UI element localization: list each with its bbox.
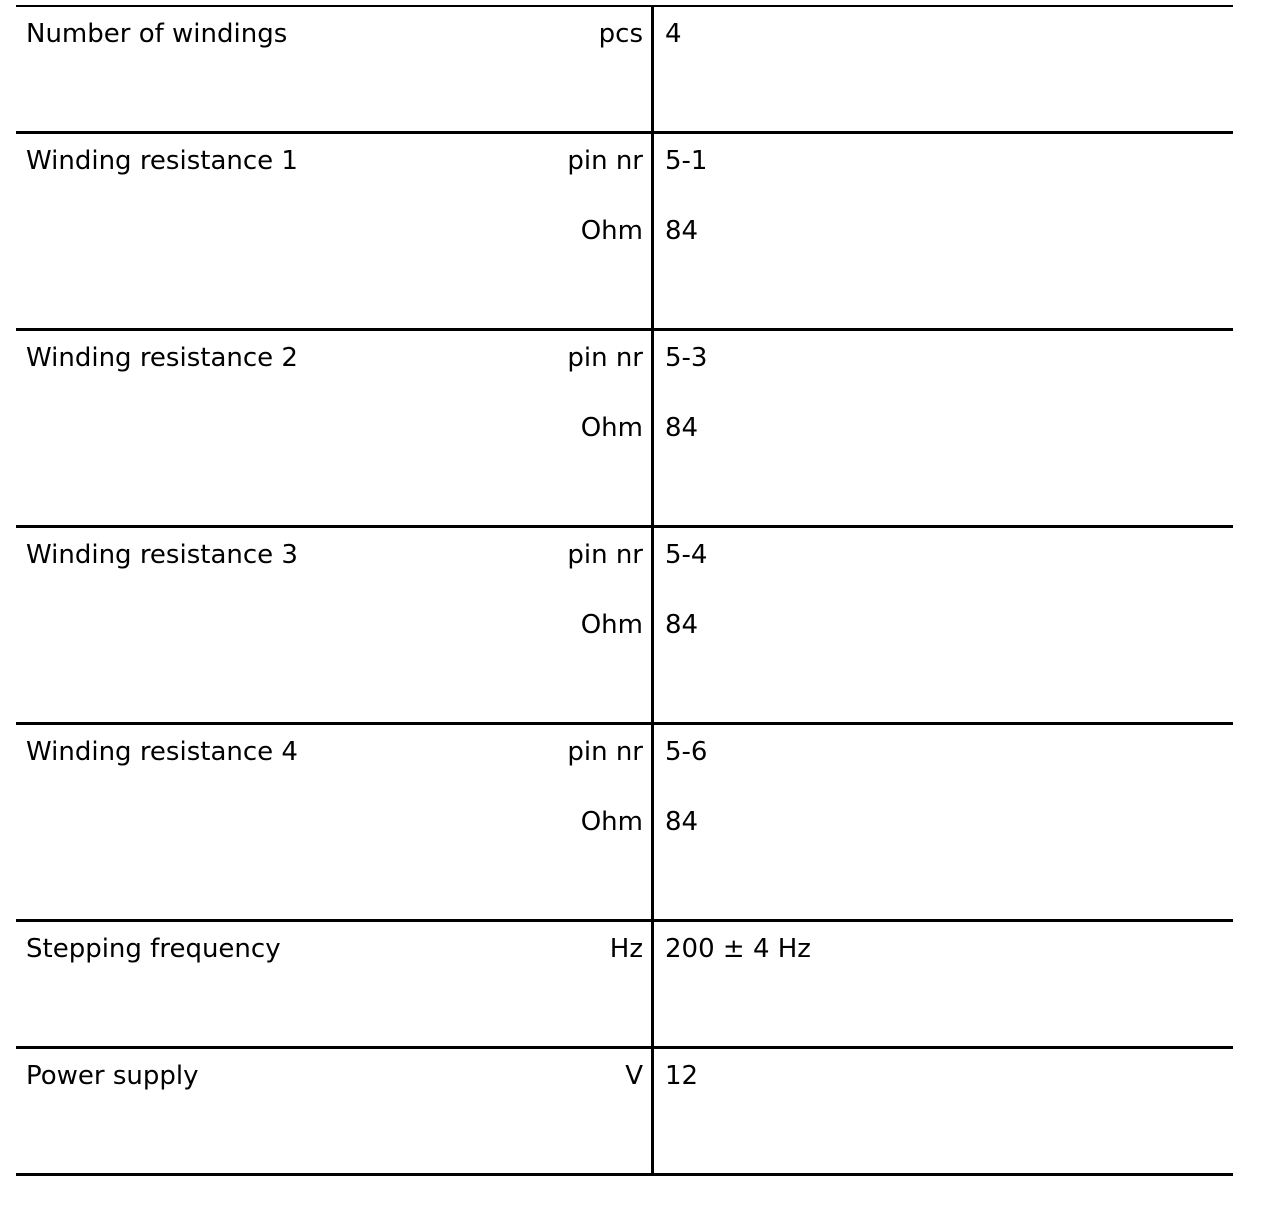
unit-label: Ohm [580,413,643,443]
unit-cell [567,737,643,919]
specification-table [16,5,1233,1176]
parameter-label: Winding resistance 2 [26,343,298,373]
parameter-label: Number of windings [26,19,288,49]
parameter-cell [16,1049,654,1173]
parameter-cell [16,134,654,328]
parameter-label: Winding resistance 1 [26,146,298,176]
parameter-label: Winding resistance 4 [26,737,298,767]
unit-cell [599,19,643,131]
parameter-cell [16,528,654,722]
unit-label: Ohm [580,216,643,246]
parameter-label: Power supply [26,1061,199,1091]
spec-row-winding-resistance-3 [16,528,1233,725]
parameter-cell [16,7,654,131]
spec-row-winding-resistance-4 [16,725,1233,922]
value-text: 4 [665,19,682,49]
value-text: 5-4 [665,540,708,570]
parameter-cell [16,331,654,525]
unit-label: V [625,1061,643,1091]
parameter-label: Winding resistance 3 [26,540,298,570]
value-cell [654,725,1233,919]
value-text: 5-1 [665,146,708,176]
spec-row-number-of-windings [16,7,1233,134]
spec-row-winding-resistance-1 [16,134,1233,331]
unit-cell [610,934,643,1046]
value-text: 84 [665,413,699,443]
unit-label: Ohm [580,807,643,837]
unit-label: pin nr [567,343,643,373]
spec-row-power-supply [16,1049,1233,1176]
value-cell [654,134,1233,328]
parameter-cell [16,725,654,919]
value-text: 84 [665,807,699,837]
unit-cell [567,343,643,525]
value-cell [654,7,1233,131]
unit-label: Hz [609,934,643,964]
spec-row-winding-resistance-2 [16,331,1233,528]
unit-label: pin nr [567,540,643,570]
value-cell [654,528,1233,722]
value-text: 84 [665,216,699,246]
unit-label: pin nr [567,146,643,176]
unit-label: pin nr [567,737,643,767]
unit-label: Ohm [580,610,643,640]
value-text: 84 [665,610,699,640]
value-text: 200 ± 4 Hz [665,934,811,964]
spec-row-stepping-frequency [16,922,1233,1049]
value-cell [654,1049,1233,1173]
unit-cell [625,1061,643,1173]
value-cell [654,331,1233,525]
parameter-cell [16,922,654,1046]
value-text: 5-3 [665,343,708,373]
value-text: 12 [665,1061,699,1091]
parameter-label: Stepping frequency [26,934,281,964]
unit-label: pcs [598,19,643,49]
value-cell [654,922,1233,1046]
value-text: 5-6 [665,737,708,767]
unit-cell [567,540,643,722]
unit-cell [567,146,643,328]
